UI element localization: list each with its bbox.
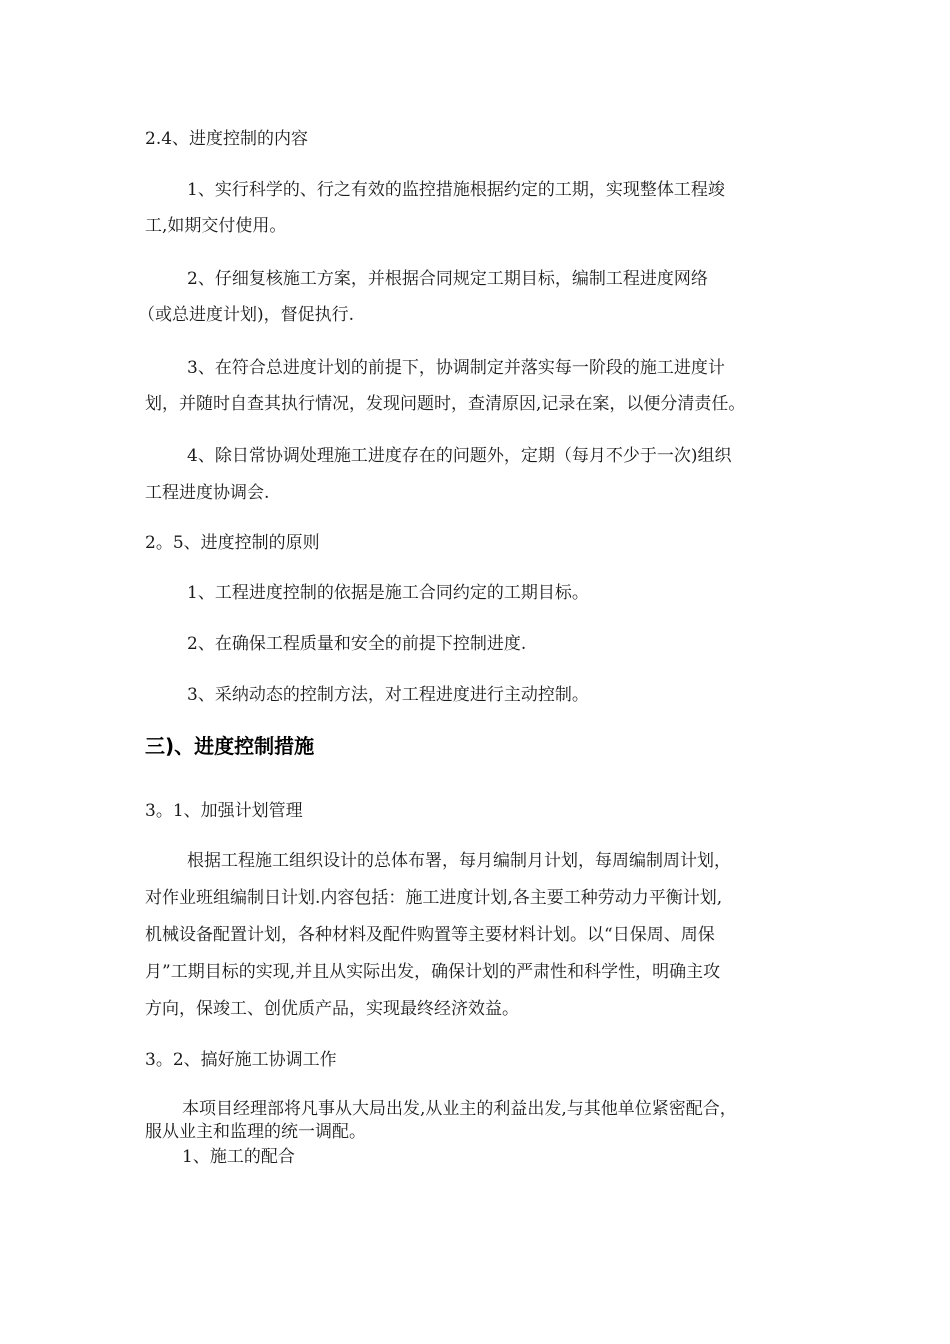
item-2-4-1-line-2: 工,如期交付使用。 xyxy=(145,216,287,236)
section-2-4-heading: 2.4、进度控制的内容 xyxy=(145,129,309,149)
item-2-5-2: 2、在确保工程质量和安全的前提下控制进度. xyxy=(187,634,527,654)
item-2-4-2-line-2: （或总进度计划)，督促执行. xyxy=(138,305,355,325)
section-3-2-line-1: 本项目经理部将凡事从大局出发,从业主的利益出发,与其他单位紧密配合， xyxy=(182,1099,737,1119)
section-3-1-line-3: 机械设备配置计划，各种材料及配件购置等主要材料计划。以“日保周、周保 xyxy=(145,925,715,945)
section-3-2-heading: 3。2、搞好施工协调工作 xyxy=(145,1050,337,1070)
item-2-4-4-line-1: 4、除日常协调处理施工进度存在的问题外，定期（每月不少于一次)组织 xyxy=(187,446,732,466)
section-3-1-line-2: 对作业班组编制日计划.内容包括：施工进度计划,各主要工种劳动力平衡计划, xyxy=(145,888,723,908)
item-2-4-3-line-2: 划，并随时自查其执行情况，发现问题时，查清原因,记录在案，以便分清责任。 xyxy=(145,394,746,414)
section-3-2-line-2: 服从业主和监理的统一调配。 xyxy=(145,1122,366,1142)
item-2-4-1-line-1: 1、实行科学的、行之有效的监控措施根据约定的工期，实现整体工程竣 xyxy=(187,180,725,200)
section-3-1-line-4: 月”工期目标的实现,并且从实际出发，确保计划的严肃性和科学性，明确主攻 xyxy=(145,962,721,982)
section-3-1-line-1: 根据工程施工组织设计的总体布署，每月编制月计划，每周编制周计划， xyxy=(187,851,731,871)
section-2-5-heading: 2。5、进度控制的原则 xyxy=(145,533,320,553)
section-3-1-line-5: 方向，保竣工、创优质产品，实现最终经济效益。 xyxy=(145,999,519,1019)
item-2-4-4-line-2: 工程进度协调会. xyxy=(145,483,270,503)
item-2-4-3-line-1: 3、在符合总进度计划的前提下，协调制定并落实每一阶段的施工进度计 xyxy=(187,358,725,378)
section-3-title: 三)、进度控制措施 xyxy=(145,734,315,758)
section-3-1-heading: 3。1、加强计划管理 xyxy=(145,801,303,821)
section-3-2-item-1: 1、施工的配合 xyxy=(182,1147,295,1167)
item-2-5-3: 3、采纳动态的控制方法，对工程进度进行主动控制。 xyxy=(187,685,589,705)
item-2-5-1: 1、工程进度控制的依据是施工合同约定的工期目标。 xyxy=(187,583,589,603)
item-2-4-2-line-1: 2、仔细复核施工方案，并根据合同规定工期目标，编制工程进度网络 xyxy=(187,269,708,289)
